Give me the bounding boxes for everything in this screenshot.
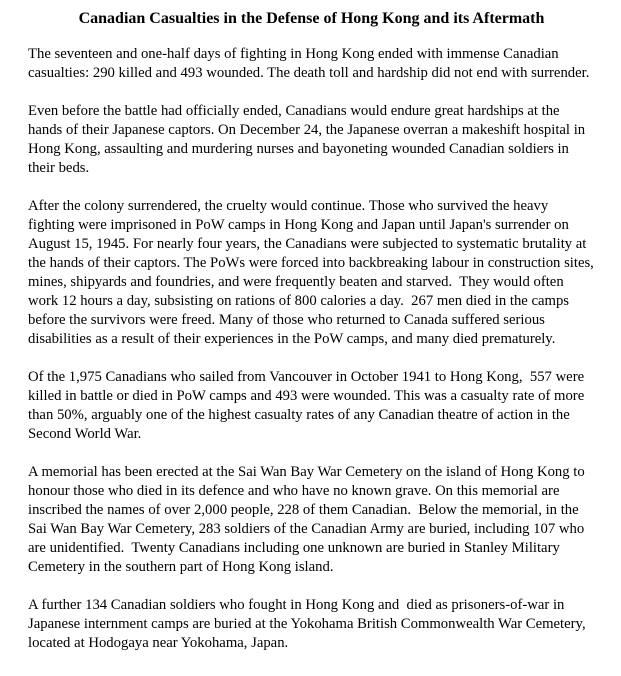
paragraph-pow-camps: After the colony surrendered, the cruelty would continue. Those who survived the heavy fighting were imprisoned in PoW camps in Hong Kong and Japan until Japan's surrender on August 15, 1945. For nearly four years, the Canadians were subjected to systematic brutality at the hands of their captors. The PoWs were forced into backbreaking labour in construction sites, mines, shipyards and foundries, and were frequently beaten and starved. They would often work 12 hours a day, subsisting on rations of 800 calories a day. 267 men died in the camps before the survivors were freed. Many of those who returned to Canada suffered serious disabilities as a result of their experiences in the PoW camps, and many died prematurely. [28, 198, 598, 347]
paragraph-yokohama-cemetery: A further 134 Canadian soldiers who fought in Hong Kong and died as prisoners-of-war in Japanese internment camps are buried at the Yokohama British Commonwealth War Cemetery, located at Hodogaya near Yokohama, Japan. [28, 597, 590, 651]
paragraph-sai-wan-memorial: A memorial has been erected at the Sai Wan Bay War Cemetery on the island of Hong Kong to honour those who died in its defence and who have no known grave. On this memorial are inscribed the names of over 2,000 people, 228 of them Canadian. Below the memorial, in the Sai Wan Bay War Cemetery, 283 soldiers of the Canadian Army are buried, including 107 who are unidentified. Twenty Canadians including one unknown are buried in Stanley Military Cemetery in the southern part of Hong Kong island. [28, 464, 589, 575]
paragraph-casualty-rate: Of the 1,975 Canadians who sailed from Vancouver in October 1941 to Hong Kong, 557 were killed in battle or died in PoW camps and 493 were wounded. This was a casualty rate of more than 50%, arguably one of the highest casualty rates of any Canadian theatre of action in the Second World War. [28, 369, 588, 442]
document-title: Canadian Casualties in the Defense of Hong Kong and its Aftermath [78, 10, 545, 27]
paragraph-casualty-summary: The seventeen and one-half days of fighting in Hong Kong ended with immense Canadian casualties: 290 killed and 493 wounded. The death toll and hardship did not end with surrender. [28, 46, 590, 81]
paragraph-hospital-atrocity: Even before the battle had officially ended, Canadians would endure great hardships at the hands of their Japanese captors. On December 24, the Japanese overran a makeshift hospital in Hong Kong, assaulting and murdering nurses and bayoneting wounded Canadian soldiers in their beds. [28, 103, 589, 176]
